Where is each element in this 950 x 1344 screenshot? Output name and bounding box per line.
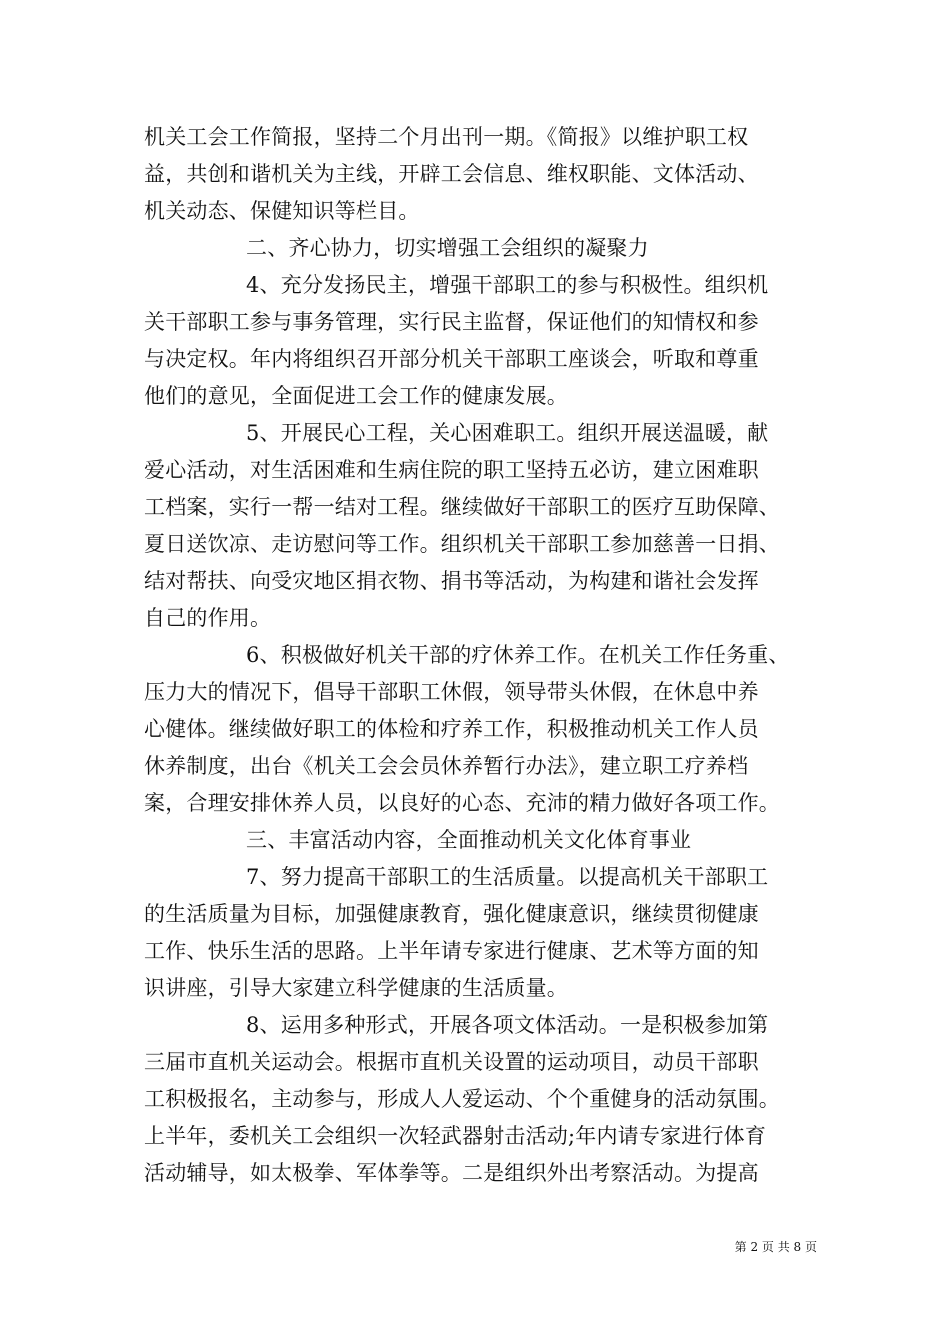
- text-line: 与决定权。年内将组织召开部分机关干部职工座谈会，听取和尊重: [144, 347, 759, 371]
- text-line: 他们的意见，全面促进工会工作的健康发展。: [144, 384, 568, 408]
- paragraph-start-line: 4、充分发扬民主，增强干部职工的参与积极性。组织机: [246, 273, 769, 297]
- text-line: 自己的作用。: [144, 606, 272, 630]
- text-line: 机关工会工作简报，坚持二个月出刊一期。《简报》以维护职工权: [144, 125, 749, 149]
- text-line: 上半年，委机关工会组织一次轻武器射击活动;年内请专家进行体育: [144, 1124, 767, 1148]
- section-heading: 二、齐心协力，切实增强工会组织的凝聚力: [246, 236, 649, 260]
- text-line: 工档案，实行一帮一结对工程。继续做好干部职工的医疗互助保障、: [144, 495, 780, 519]
- paragraph-start-line: 8、运用多种形式，开展各项文体活动。一是积极参加第: [246, 1013, 769, 1037]
- text-line: 工作、快乐生活的思路。上半年请专家进行健康、艺术等方面的知: [144, 939, 759, 963]
- section-heading: 三、丰富活动内容，全面推动机关文化体育事业: [246, 828, 692, 852]
- text-line: 活动辅导，如太极拳、军体拳等。二是组织外出考察活动。为提高: [144, 1161, 759, 1185]
- text-line: 识讲座，引导大家建立科学健康的生活质量。: [144, 976, 568, 1000]
- text-line: 休养制度，出台《机关工会会员休养暂行办法》，建立职工疗养档: [144, 754, 749, 778]
- text-line: 工积极报名，主动参与，形成人人爱运动、个个重健身的活动氛围。: [144, 1087, 780, 1111]
- text-line: 夏日送饮凉、走访慰问等工作。组织机关干部职工参加慈善一日捐、: [144, 532, 780, 556]
- text-line: 关干部职工参与事务管理，实行民主监督，保证他们的知情权和参: [144, 310, 759, 334]
- paragraph-start-line: 6、积极做好机关干部的疗休养工作。在机关工作任务重、: [246, 643, 790, 667]
- paragraph-start-line: 7、努力提高干部职工的生活质量。以提高机关干部职工: [246, 865, 769, 889]
- text-line: 心健体。继续做好职工的体检和疗养工作，积极推动机关工作人员: [144, 717, 759, 741]
- text-line: 机关动态、保健知识等栏目。: [144, 199, 420, 223]
- text-line: 的生活质量为目标，加强健康教育，强化健康意识，继续贯彻健康: [144, 902, 759, 926]
- text-line: 案，合理安排休养人员，以良好的心态、充沛的精力做好各项工作。: [144, 791, 780, 815]
- page-number: 第 2 页 共 8 页: [734, 1240, 817, 1254]
- paragraph-start-line: 5、开展民心工程，关心困难职工。组织开展送温暖，献: [246, 421, 769, 445]
- text-line: 爱心活动，对生活困难和生病住院的职工坚持五必访，建立困难职: [144, 458, 759, 482]
- text-line: 三届市直机关运动会。根据市直机关设置的运动项目，动员干部职: [144, 1050, 759, 1074]
- text-line: 压力大的情况下，倡导干部职工休假，领导带头休假，在休息中养: [144, 680, 759, 704]
- text-line: 益，共创和谐机关为主线，开辟工会信息、维权职能、文体活动、: [144, 162, 759, 186]
- text-line: 结对帮扶、向受灾地区捐衣物、捐书等活动，为构建和谐社会发挥: [144, 569, 759, 593]
